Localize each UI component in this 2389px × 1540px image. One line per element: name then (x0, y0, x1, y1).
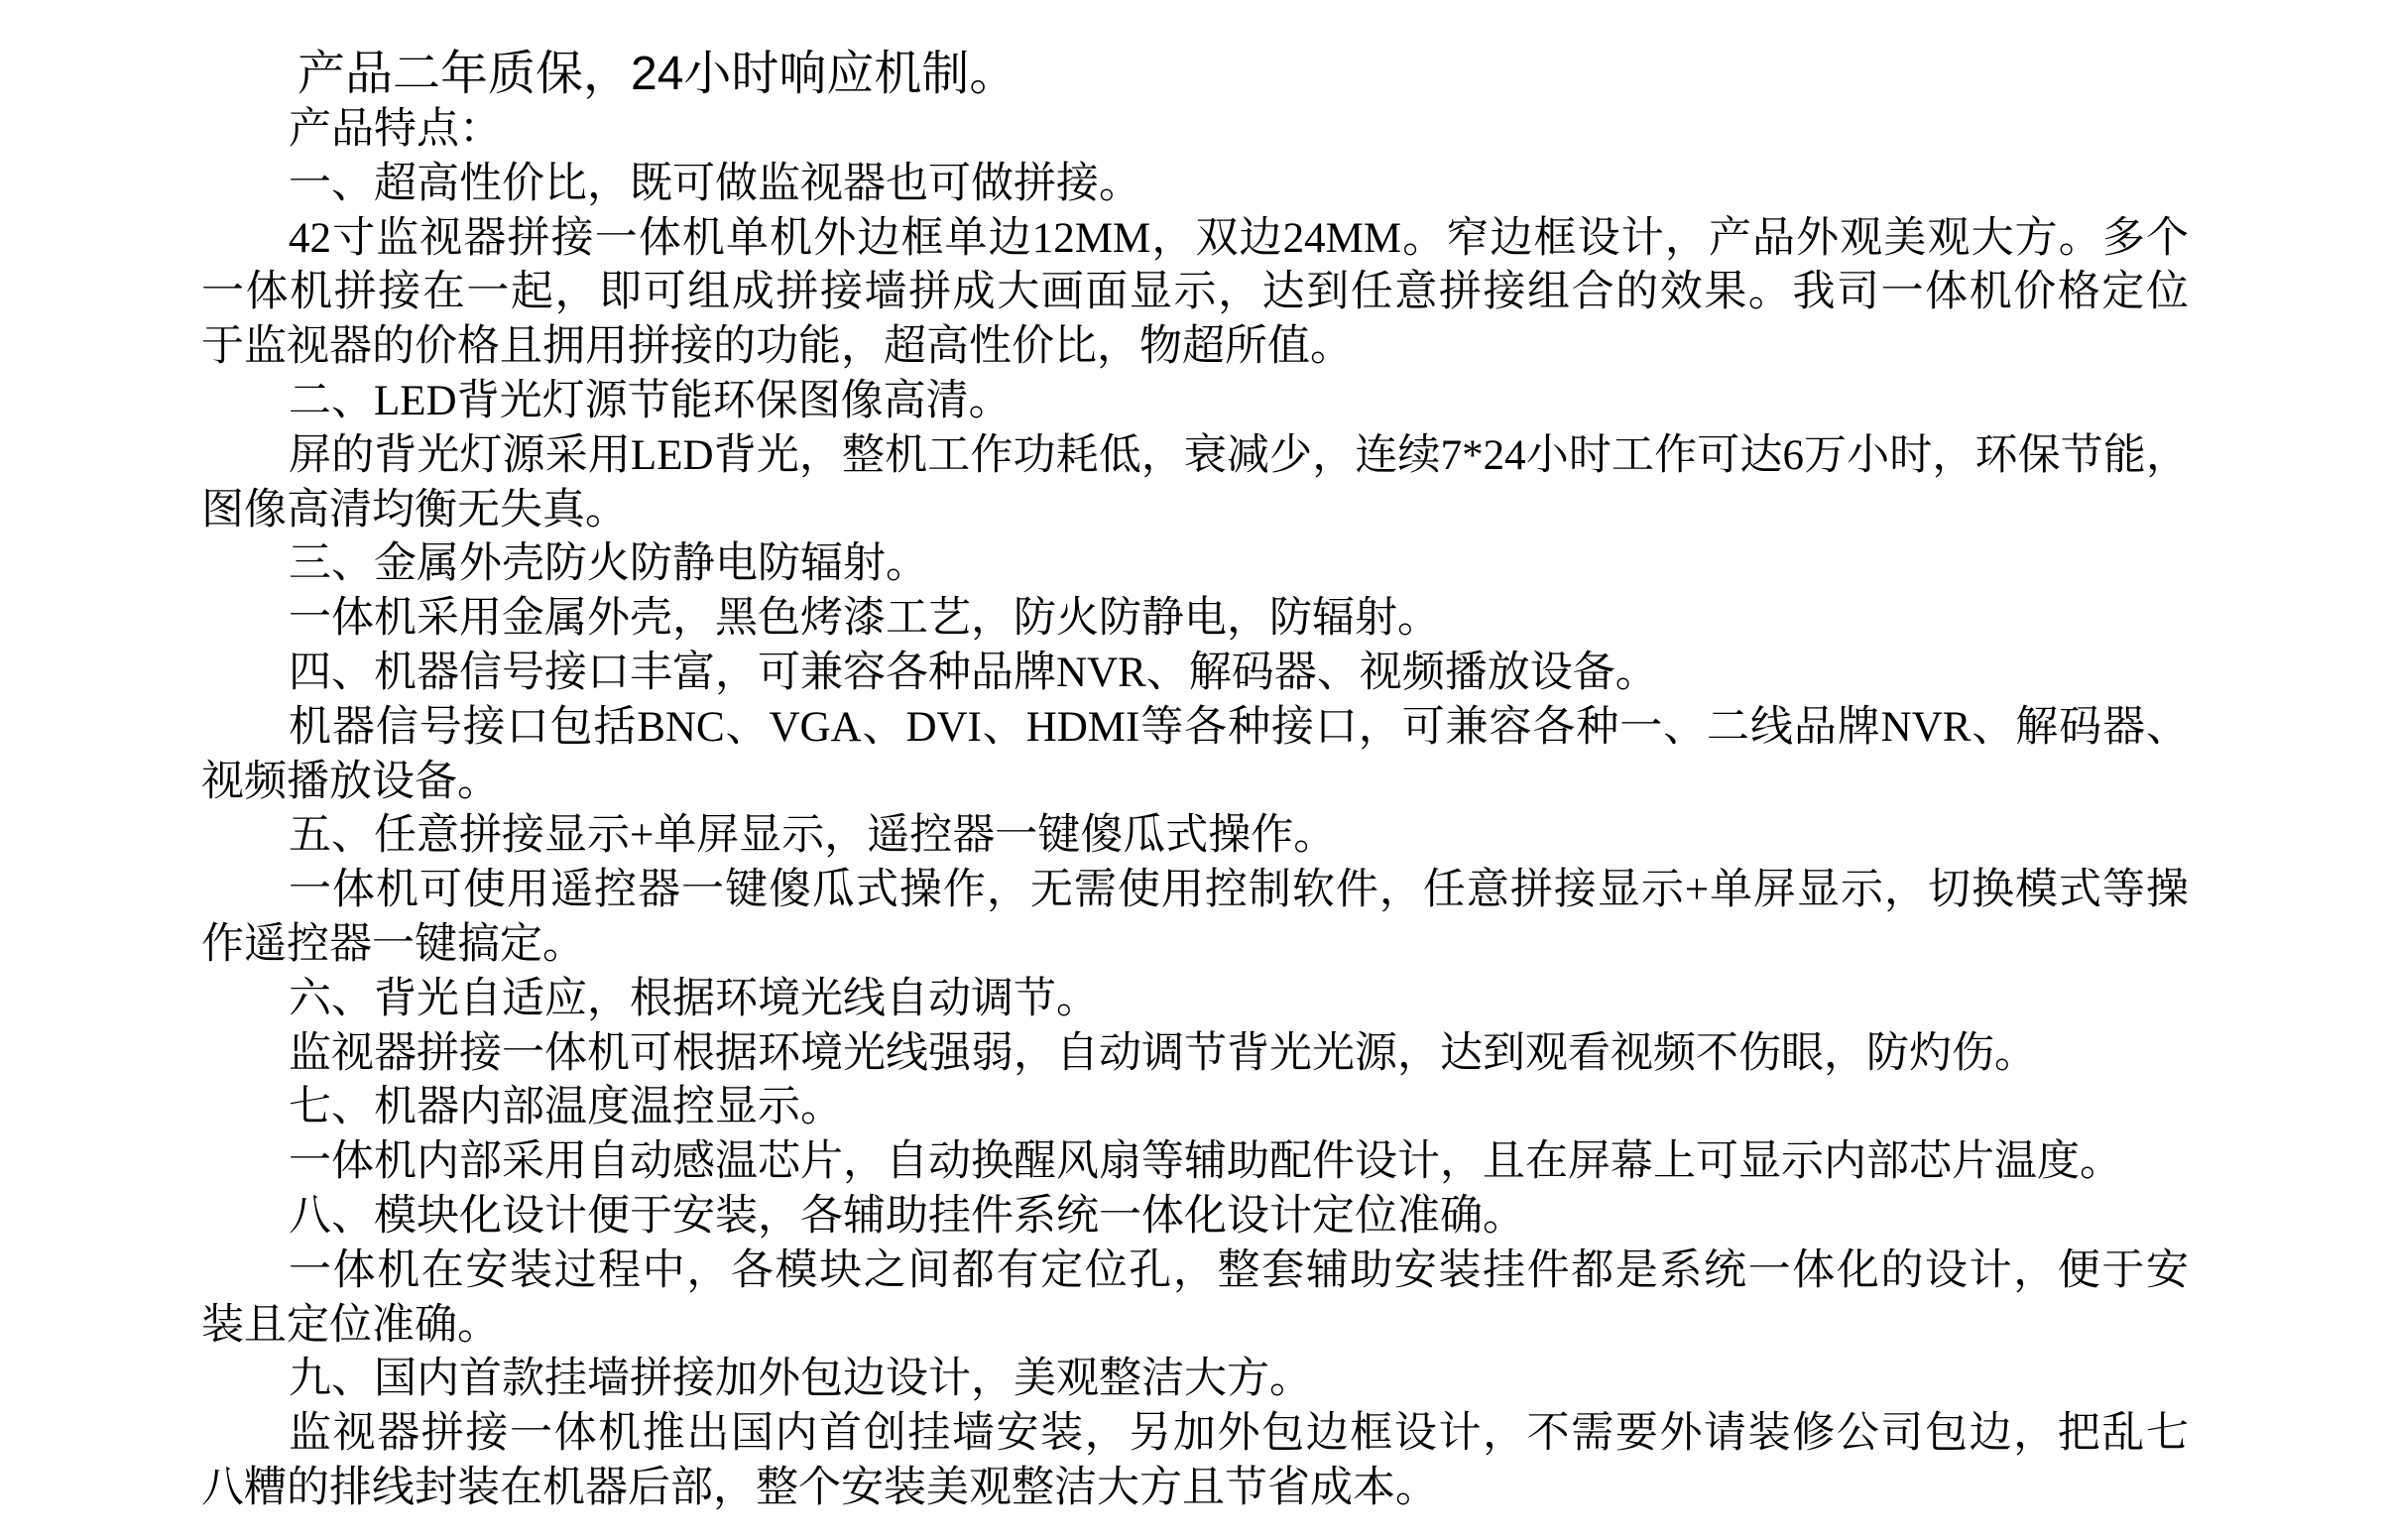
section-body-line: 一体机在安装过程中，各模块之间都有定位孔，整套辅助安装挂件都是系统一体化的设计，便于安 (289, 1246, 2189, 1294)
section-body-line: 监视器拼接一体机可根据环境光线强弱，自动调节背光光源，达到观看视频不伤眼，防灼伤。 (289, 1029, 2037, 1077)
section-heading-2: 二、LED背光灯源节能环保图像高清。 (289, 377, 1012, 424)
section-body-line: 一体机采用金属外壳，黑色烤漆工艺，防火防静电，防辐射。 (289, 595, 1440, 643)
section-body-line: 一体机可使用遥控器一键傻瓜式操作，无需使用控制软件，任意拼接显示+单屏显示，切换模式等操 (289, 867, 2189, 914)
section-body-line: 屏的背光灯源采用LED背光，整机工作功耗低，衰减少，连续7*24小时工作可达6万小时，环保节能， (289, 431, 2189, 479)
section-body-line: 于监视器的价格且拥用拼接的功能，超高性价比，物超所值。 (201, 323, 1353, 371)
section-heading-6: 六、背光自适应，根据环境光线自动调节。 (289, 975, 1099, 1022)
section-body-line: 图像高清均衡无失真。 (201, 486, 628, 533)
section-body-line: 机器信号接口包括BNC、VGA、DVI、HDMI等各种接口，可兼容各种一、二线品牌NVR、解码器、 (289, 703, 2189, 751)
section-body-line: 一体机拼接在一起，即可组成拼接墙拼成大画面显示，达到任意拼接组合的效果。我司一体机价格定位 (201, 269, 2189, 316)
section-body-line: 八糟的排线封装在机器后部，整个安装美观整洁大方且节省成本。 (201, 1464, 1438, 1511)
features-heading: 产品特点： (289, 106, 502, 153)
section-heading-3: 三、金属外壳防火防静电防辐射。 (289, 540, 928, 588)
section-heading-1: 一、超高性价比，既可做监视器也可做拼接。 (289, 160, 1141, 207)
section-body-line: 作遥控器一键搞定。 (201, 920, 585, 968)
section-body-line: 装且定位准确。 (201, 1301, 500, 1349)
section-heading-9: 九、国内首款挂墙拼接加外包边设计，美观整洁大方。 (289, 1356, 1312, 1403)
section-body-line: 42寸监视器拼接一体机单机外边框单边12MM，双边24MM。窄边框设计，产品外观美观大方。多个 (289, 214, 2189, 262)
section-heading-5: 五、任意拼接显示+单屏显示，遥控器一键傻瓜式操作。 (289, 812, 1337, 860)
section-heading-8: 八、模块化设计便于安装，各辅助挂件系统一体化设计定位准确。 (289, 1192, 1525, 1240)
section-body-line: 视频播放设备。 (201, 758, 500, 805)
document-body (201, 103, 2189, 1516)
section-heading-7: 七、机器内部温度温控显示。 (289, 1084, 843, 1131)
section-heading-4: 四、机器信号接口丰富，可兼容各种品牌NVR、解码器、视频播放设备。 (289, 649, 1658, 696)
section-body-line: 一体机内部采用自动感温芯片，自动换醒风扇等辅助配件设计，且在屏幕上可显示内部芯片温度。 (289, 1138, 2122, 1186)
document-title: 产品二年质保，24小时响应机制。 (298, 48, 1017, 100)
section-body-line: 监视器拼接一体机推出国内首创挂墙安装，另加外包边框设计，不需要外请装修公司包边，把乱七 (289, 1410, 2189, 1458)
